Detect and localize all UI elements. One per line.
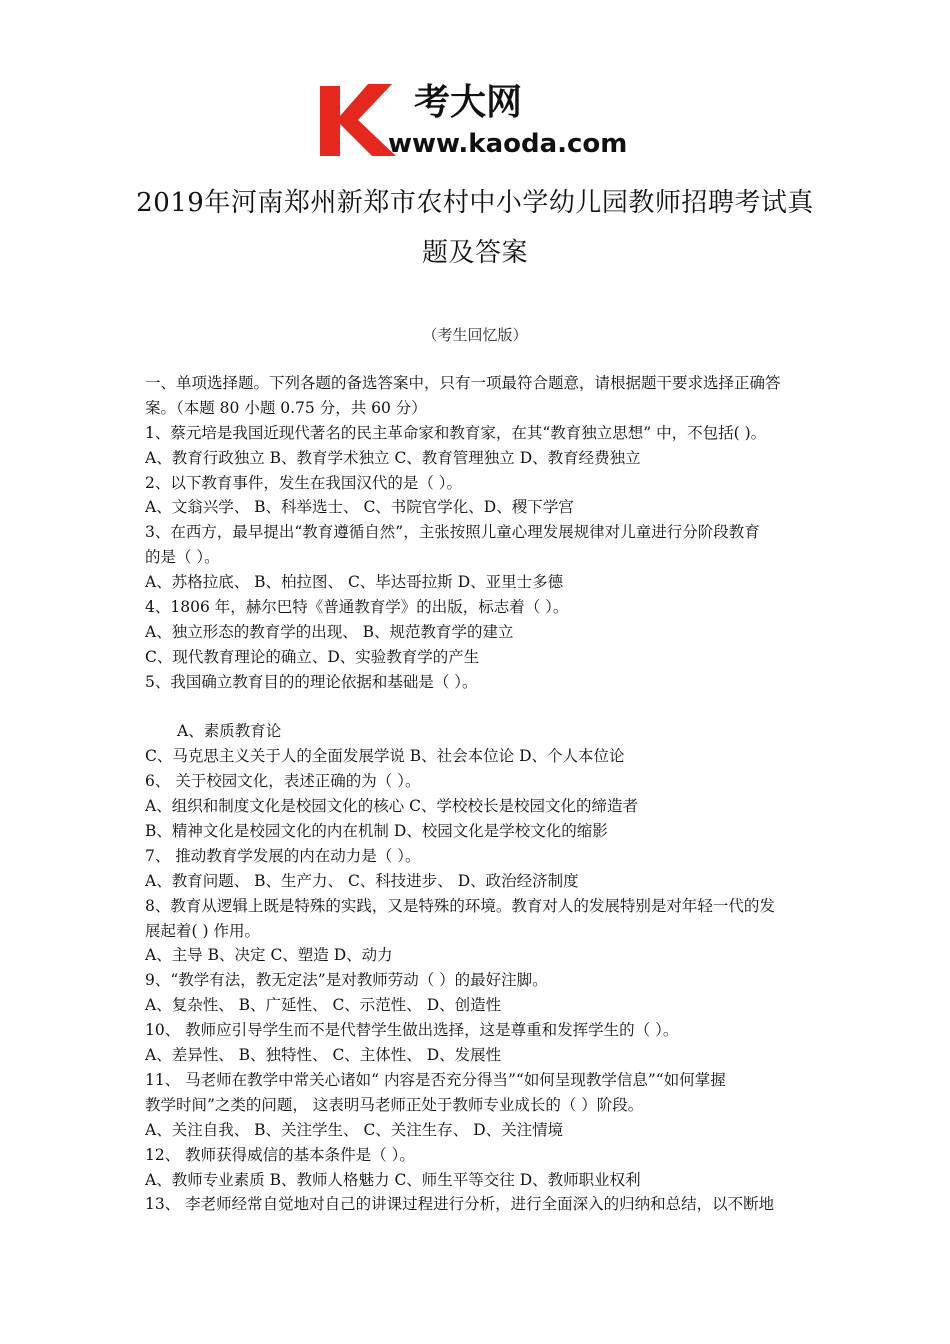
document-title-line-1: 2019年河南郑州新郑市农村中小学幼儿园教师招聘考试真 <box>136 188 814 218</box>
question-5-options: C、马克思主义关于人的全面发展学说 B、社会本位论 D、个人本位论 <box>145 747 625 766</box>
question-11: 11、 马老师在教学中常关心诸如“ 内容是否充分得当”“如何呈现教学信息”“如何掌握 <box>145 1070 726 1089</box>
kaoda-logo <box>318 78 638 160</box>
question-3-options: A、苏格拉底、 B、柏拉图、 C、毕达哥拉斯 D、亚里士多德 <box>145 573 564 592</box>
question-4-options-a: A、独立形态的教育学的出现、 B、规范教育学的建立 <box>145 622 514 641</box>
section-heading-cont: 案。（本题 80 小题 0.75 分，共 60 分） <box>145 398 427 417</box>
question-3: 3、在西方，最早提出“教育遵循自然”，主张按照儿童心理发展规律对儿童进行分阶段教育 <box>145 523 760 542</box>
kaoda-logo-graphic <box>318 78 638 160</box>
question-8-cont: 展起着( ) 作用。 <box>145 921 260 940</box>
question-11-options: A、关注自我、 B、关注学生、 C、关注生存、 D、关注情境 <box>145 1120 564 1139</box>
question-8: 8、教育从逻辑上既是特殊的实践，又是特殊的环境。教育对人的发展特别是对年轻一代的发 <box>145 896 775 915</box>
question-7: 7、 推动教育学发展的内在动力是（ ）。 <box>145 846 421 865</box>
question-body <box>145 371 809 1217</box>
question-10: 10、 教师应引导学生而不是代替学生做出选择，这是尊重和发挥学生的（ ）。 <box>145 1021 679 1040</box>
question-9: 9、“教学有法，教无定法”是对教师劳动（ ）的最好注脚。 <box>145 971 548 990</box>
question-11-cont: 教学时间”之类的问题， 这表明马老师正处于教师专业成长的（ ）阶段。 <box>145 1095 644 1114</box>
question-10-options: A、差异性、 B、独特性、 C、主体性、 D、发展性 <box>145 1046 502 1065</box>
question-12: 12、 教师获得威信的基本条件是（ ）。 <box>145 1145 415 1164</box>
question-6-options-b: B、精神文化是校园文化的内在机制 D、校园文化是学校文化的缩影 <box>145 822 608 841</box>
question-13: 13、 李老师经常自觉地对自己的讲课过程进行分析，进行全面深入的归纳和总结，以不断地 <box>145 1195 775 1214</box>
question-2-options: A、文翁兴学、 B、科举选士、 C、书院官学化、D、稷下学宫 <box>145 498 574 517</box>
document-subtitle: （考生回忆版） <box>422 326 528 344</box>
question-9-options: A、复杂性、 B、广延性、 C、示范性、 D、创造性 <box>145 996 502 1015</box>
question-5-option-a: A、素质教育论 <box>177 722 282 741</box>
question-6-options-a: A、组织和制度文化是校园文化的核心 C、学校校长是校园文化的缔造者 <box>145 797 638 816</box>
question-3-cont: 的是（ ）。 <box>145 548 220 567</box>
document-title-line-2: 题及答案 <box>421 238 528 268</box>
question-12-options: A、教师专业素质 B、教师人格魅力 C、师生平等交往 D、教师职业权利 <box>145 1170 641 1189</box>
question-2: 2、以下教育事件，发生在我国汉代的是（ ）。 <box>145 473 463 492</box>
section-heading: 一、单项选择题。下列各题的备选答案中，只有一项最符合题意，请根据题干要求选择正确答 <box>145 374 781 392</box>
question-4: 4、1806 年，赫尔巴特《普通教育学》的出版，标志着（ ）。 <box>145 598 569 617</box>
blank-line <box>145 695 809 720</box>
question-6: 6、 关于校园文化，表述正确的为（ ）。 <box>145 772 421 791</box>
question-8-options: A、主导 B、决定 C、塑造 D、动力 <box>145 946 393 965</box>
question-5: 5、我国确立教育目的的理论依据和基础是（ ）。 <box>145 672 478 691</box>
svg-text:考大网: 考大网 <box>414 82 523 123</box>
question-7-options: A、教育问题、 B、生产力、 C、科技进步、 D、政治经济制度 <box>145 871 579 890</box>
question-4-options-c: C、现代教育理论的确立、D、实验教育学的产生 <box>145 647 480 666</box>
question-1: 1、蔡元培是我国近现代著名的民主革命家和教育家，在其“教育独立思想” 中，不包括( )。 <box>145 423 767 442</box>
question-1-options: A、教育行政独立 B、教育学术独立 C、教育管理独立 D、教育经费独立 <box>145 448 641 467</box>
svg-text:www.kaoda.com: www.kaoda.com <box>388 129 628 159</box>
